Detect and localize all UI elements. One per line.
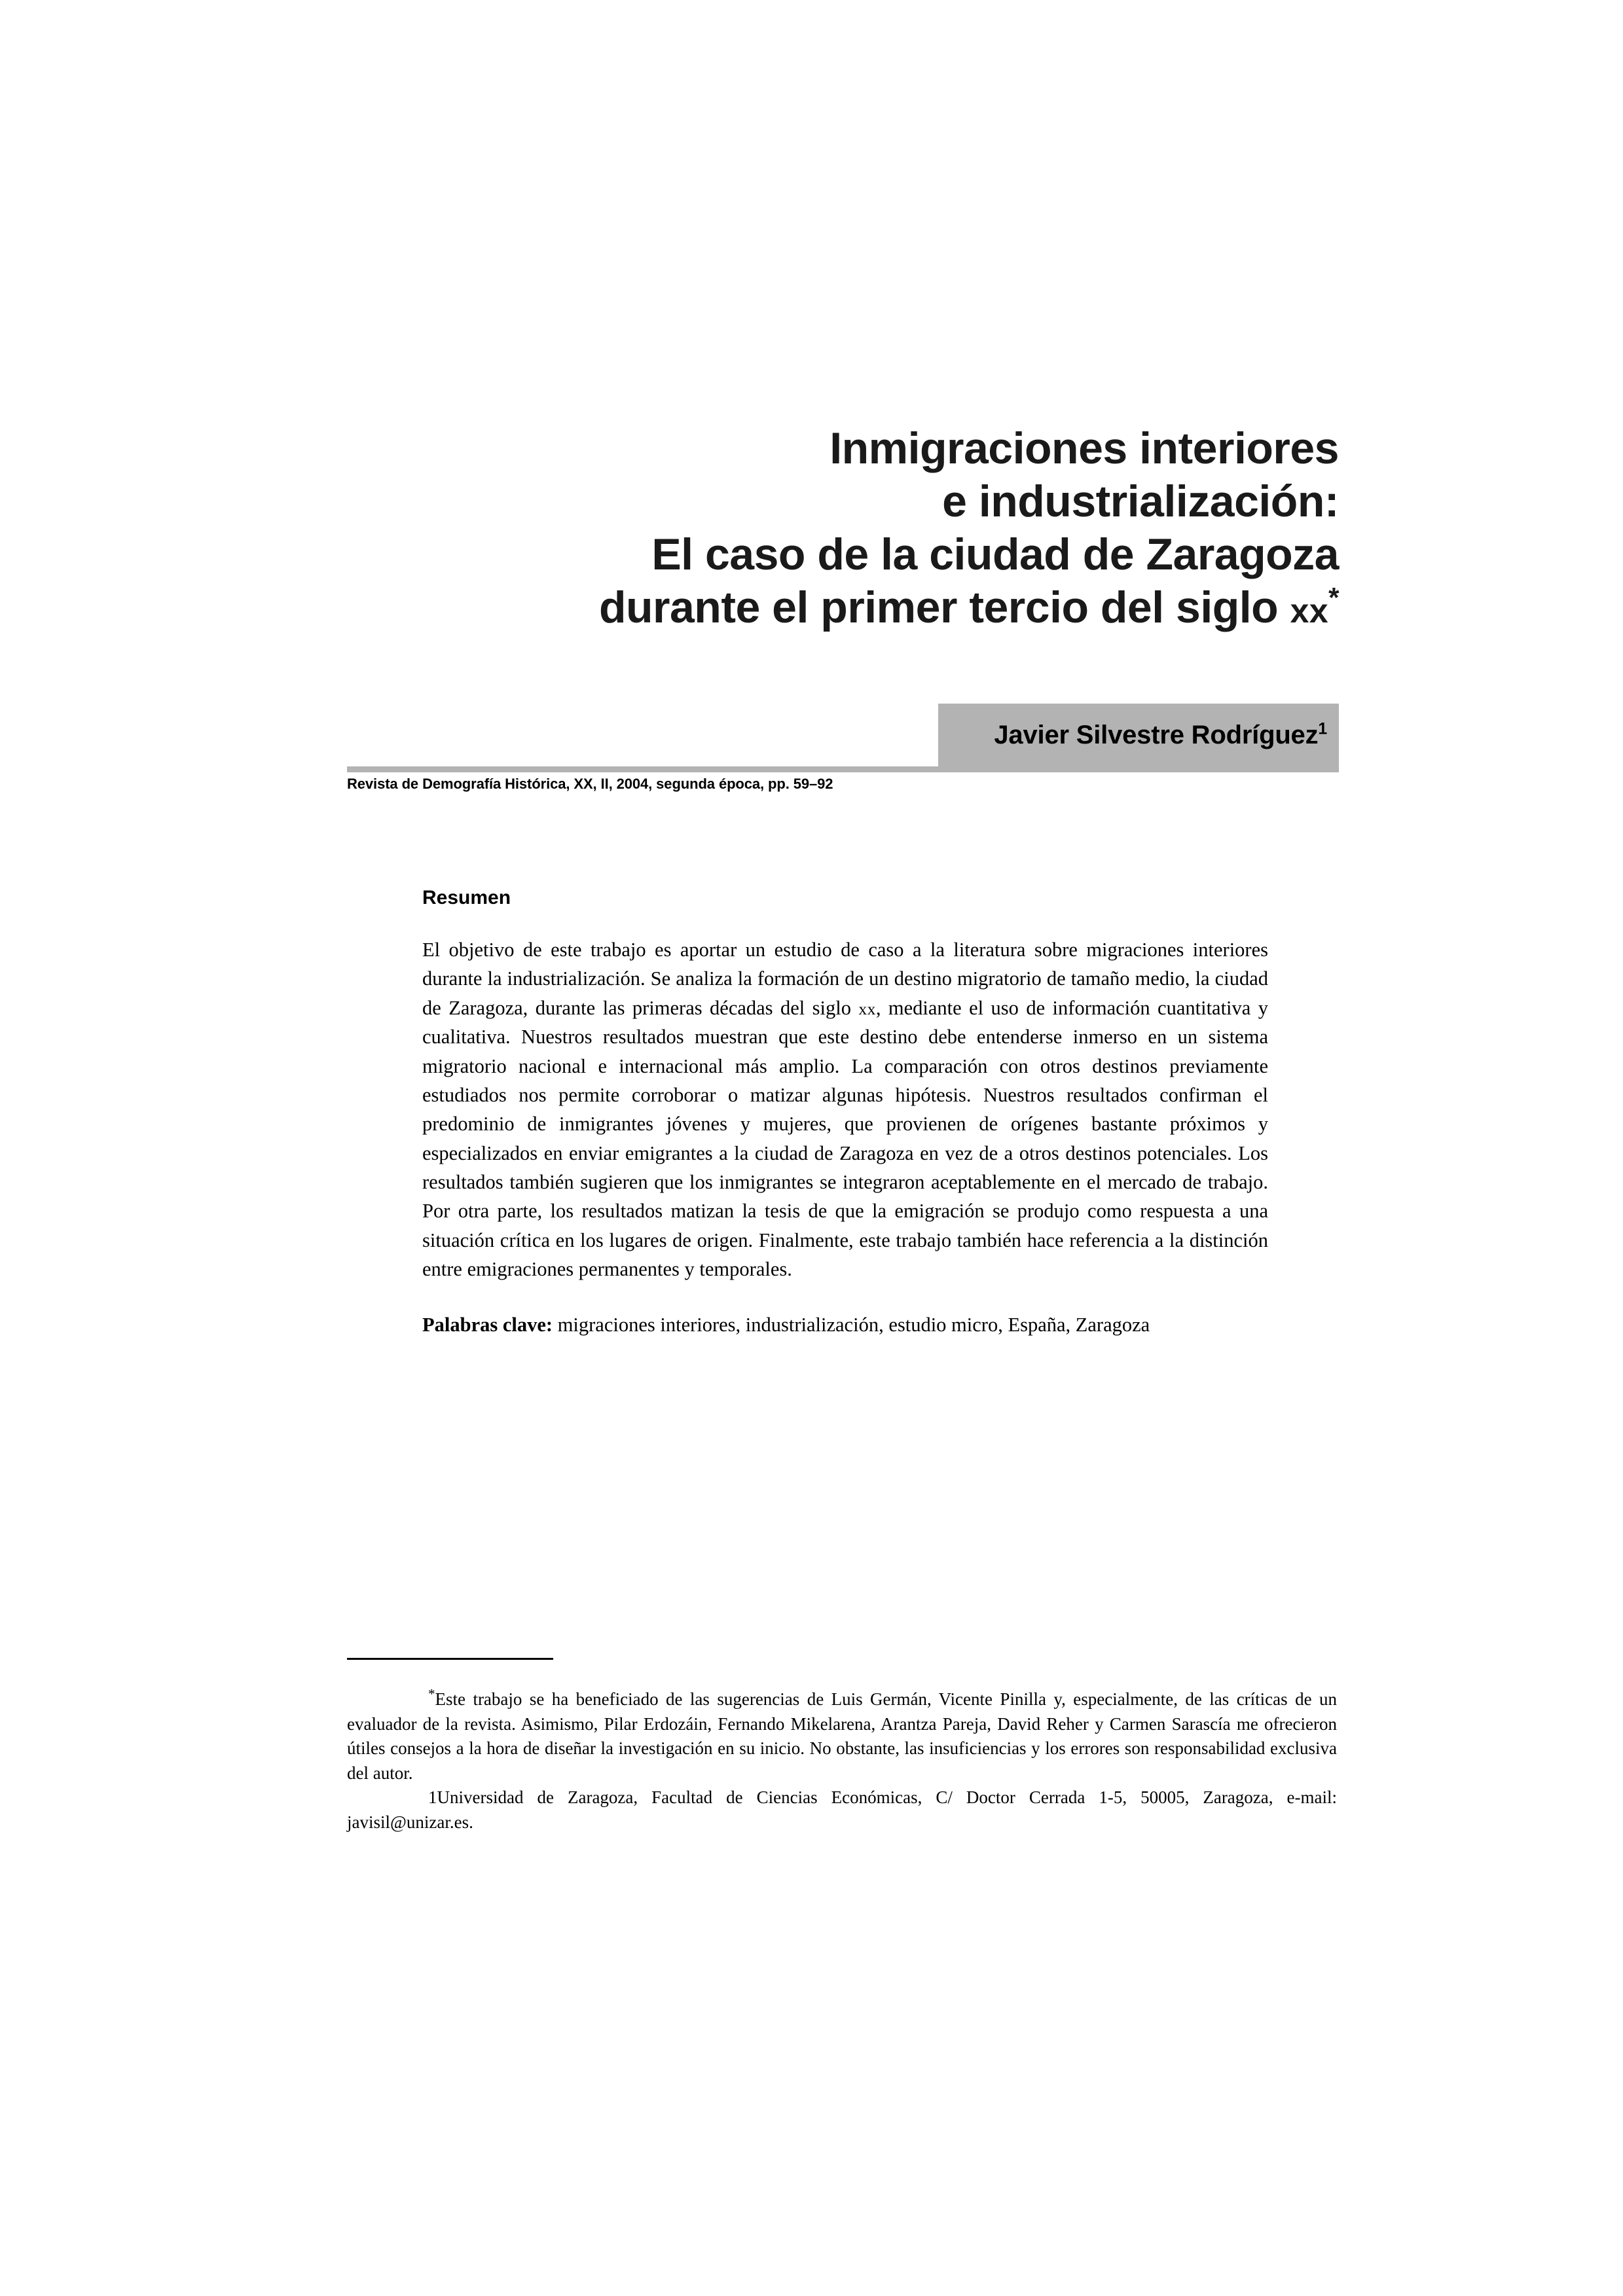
title-line-4 [347, 581, 1339, 634]
footnote-star-marker: * [428, 1686, 435, 1702]
footnote-star-text: Este trabajo se ha beneficiado de las sugerencias de Luis Germán, Vicente Pinilla y, especialmente, de las críticas de un evaluador de la revista. Asimismo, Pilar Erdozáin, Fernando Mikelarena, Arantza Pareja, David Reher y Carmen Sarascía me ofrecieron útiles consejos a la hora de diseñar la investigación en su inicio. No obstante, las insuficiencias y los errores son responsabilidad exclusiva del autor. [347, 1689, 1337, 1783]
title-line-3: El caso de la ciudad de Zaragoza [651, 529, 1339, 579]
title-line-1: Inmigraciones interiores [830, 423, 1339, 473]
keywords-label: Palabras clave: [422, 1313, 553, 1336]
abstract-text-part-1: El objetivo de este trabajo es aportar un estudio de caso a la literatura sobre migraciones interiores durante la industrialización. Se analiza la formación de un destino migratorio de tamaño medio, la ciudad de Zaragoza, durante las primeras décadas del siglo [422, 939, 1268, 1019]
footnote-one-text: Universidad de Zaragoza, Facultad de Ciencias Económicas, C/ Doctor Cerrada 1-5, 50005, Zaragoza, e-mail: javisil@unizar.es. [347, 1787, 1337, 1832]
author-name [994, 721, 1327, 750]
title-line-4-text: durante el primer tercio del siglo [598, 582, 1290, 632]
author-divider-rule [347, 766, 1339, 772]
abstract-paragraph [422, 935, 1268, 1284]
keywords-values: migraciones interiores, industrialización, estudio micro, España, Zaragoza [557, 1313, 1150, 1336]
journal-citation: Revista de Demografía Histórica, XX, II, 2004, segunda época, pp. 59–92 [347, 776, 833, 792]
page-title [347, 422, 1339, 634]
keywords-paragraph [422, 1310, 1268, 1339]
footnote-area [347, 1687, 1337, 1835]
abstract-section [422, 887, 1268, 1339]
author-name-text: Javier Silvestre Rodríguez [994, 720, 1319, 749]
author-name-box [938, 704, 1339, 766]
abstract-text-part-2: , mediante el uso de información cuantitativa y cualitativa. Nuestros resultados muestran que este destino debe entenderse inmerso en un sistema migratorio nacional e internacional más amplio. La comparación con otros destinos previamente estudiados nos permite corroborar o matizar algunas hipótesis. Nuestros resultados confirman el predominio de inmigrantes jóvenes y mujeres, que provienen de orígenes bastante próximos y especializados en enviar emigrantes a la ciudad de Zaragoza en vez de a otros destinos potenciales. Los resultados también sugieren que los inmigrantes se integraron aceptablemente en el mercado de trabajo. Por otra parte, los resultados matizan la tesis de que la emigración se produjo como respuesta a una situación crítica en los lugares de origen. Finalmente, este trabajo también hace referencia a la distinción entre emigraciones permanentes y temporales. [422, 996, 1268, 1281]
author-footnote-marker: 1 [1318, 720, 1327, 738]
title-line-2: e industrialización: [942, 476, 1339, 526]
abstract-century-smallcaps: xx [858, 999, 876, 1018]
author-block [347, 704, 1339, 772]
footnote-star [347, 1687, 1337, 1785]
title-century-smallcaps: xx [1290, 591, 1329, 630]
footnote-one [347, 1785, 1337, 1835]
abstract-heading: Resumen [422, 887, 511, 908]
footnote-one-marker: 1 [428, 1787, 437, 1808]
title-footnote-marker: * [1328, 582, 1339, 613]
footnote-separator-rule [347, 1658, 553, 1660]
